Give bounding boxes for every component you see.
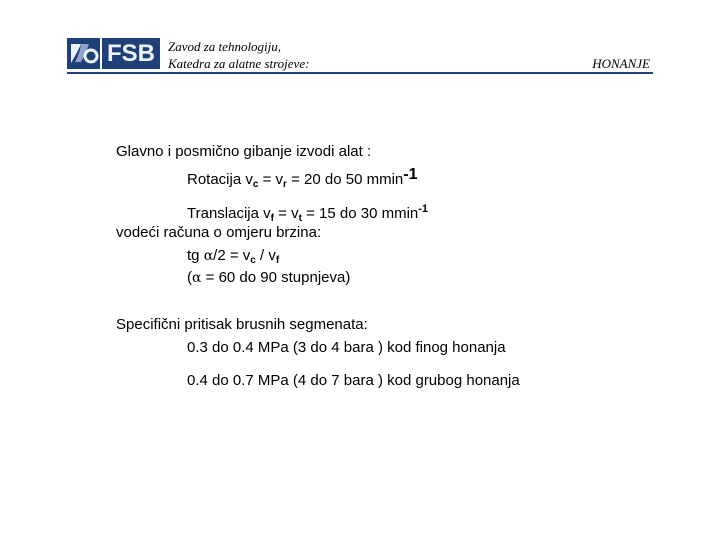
- department-line-1: Zavod za tehnologiju,: [168, 39, 282, 54]
- line-fine-honing: 0.3 do 0.4 MPa (3 do 4 bara ) kod finog honanja: [187, 339, 506, 356]
- line-main-motion: Glavno i posmično gibanje izvodi alat :: [116, 143, 372, 160]
- line-rotation: Rotacija $v_c = v_r = 20$ do 50 mmin-1: [187, 166, 418, 190]
- line-speed-ratio: vodeći računa o omjeru brzina:: [116, 224, 322, 241]
- department-line-2: Katedra za alatne strojeve:: [168, 56, 310, 71]
- topic-title: HONANJE: [592, 56, 650, 71]
- line-alpha-range: (α = 60 do 90 stupnjeva): [187, 269, 351, 286]
- logo-mark-icon: [67, 38, 100, 69]
- logo-text: FSB: [107, 39, 155, 67]
- line-translation: Translacija $v_f = v_t = 15$ do 30 mmin$^{-1}$: [187, 203, 429, 224]
- line-tg-formula: tg $\alpha/2 = v_c / v_f$: [187, 247, 280, 266]
- header-rule: [67, 72, 653, 74]
- fsb-logo: [67, 38, 160, 69]
- line-pressure-heading: Specifični pritisak brusnih segmenata:: [116, 316, 368, 333]
- logo-wordmark: [100, 38, 160, 69]
- line-rough-honing: 0.4 do 0.7 MPa (4 do 7 bara ) kod grubog honanja: [187, 372, 520, 389]
